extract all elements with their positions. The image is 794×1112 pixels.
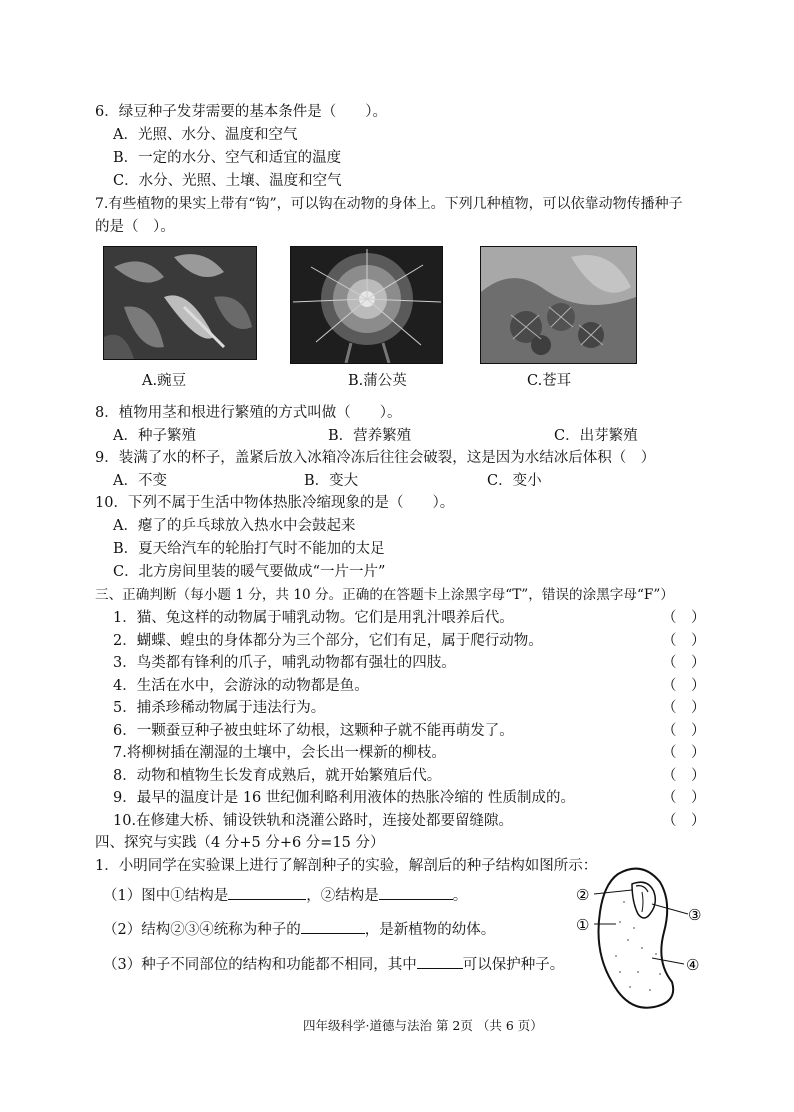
judge-item-9: 9．最早的温度计是 16 世纪伽利略利用液体的热胀冷缩的 性质制成的。 xyxy=(113,790,576,806)
q8-option-b: B．营养繁殖 xyxy=(328,428,412,444)
q8-stem: 8．植物用茎和根进行繁殖的方式叫做（ ）。 xyxy=(95,405,402,421)
sub1-text-a: （1）图中①结构是 xyxy=(103,888,229,904)
q9-option-b: B．变大 xyxy=(304,473,359,489)
q9-option-c: C．变小 xyxy=(487,473,542,489)
answer-blank-1[interactable] xyxy=(228,885,306,900)
cocklebur-photo xyxy=(480,246,637,364)
q10-stem: 10．下列不属于生活中物体热胀冷缩现象的是（ ）。 xyxy=(95,495,455,511)
seed-structure-diagram xyxy=(572,862,712,1012)
judge-item-6: 6．一颗蚕豆种子被虫蛀坏了幼根，这颗种子就不能再萌发了。 xyxy=(113,723,514,739)
pea-photo xyxy=(103,246,257,360)
caption-dandelion: B.蒲公英 xyxy=(348,373,407,389)
judge-paren-6: （ ） xyxy=(662,723,706,739)
section4-heading: 四、探究与实践（4 分+5 分+6 分=15 分） xyxy=(95,835,385,851)
label-3: ③ xyxy=(688,906,702,924)
judge-item-4: 4．生活在水中，会游泳的动物都是鱼。 xyxy=(113,678,369,694)
judge-paren-8: （ ） xyxy=(662,768,706,784)
judge-paren-4: （ ） xyxy=(662,678,706,694)
q10-option-c: C．北方房间里装的暖气要做成“一片一片” xyxy=(113,564,386,580)
label-1: ① xyxy=(576,916,590,934)
judge-item-10: 10.在修建大桥、铺设铁轨和浇灌公路时，连接处都要留缝隙。 xyxy=(113,813,514,829)
q8-option-a: A．种子繁殖 xyxy=(113,428,196,444)
sub3-text-a: （3）种子不同部位的结构和功能都不相同，其中 xyxy=(103,957,417,973)
sub3-text-b: 可以保护种子。 xyxy=(462,957,565,973)
sub2-text-a: （2）结构②③④统称为种子的 xyxy=(103,922,301,938)
judge-paren-3: （ ） xyxy=(662,655,706,671)
sub1-text-b: ，②结构是 xyxy=(306,888,379,904)
answer-blank-4[interactable] xyxy=(417,954,463,969)
q7-stem-line1: 7.有些植物的果实上带有“钩”，可以钩在动物的身体上。下列几种植物，可以依靠动物传播种子 xyxy=(95,196,683,212)
judge-paren-5: （ ） xyxy=(662,700,706,716)
q10-option-a: A．瘪了的乒乓球放入热水中会鼓起来 xyxy=(113,518,356,534)
q6-option-a: A．光照、水分、温度和空气 xyxy=(113,127,298,143)
judge-paren-10: （ ） xyxy=(662,813,706,829)
page-footer: 四年级科学·道德与法治 第 2页 （共 6 页） xyxy=(303,1018,543,1033)
section4-sub1 xyxy=(103,885,467,906)
caption-cocklebur: C.苍耳 xyxy=(527,373,572,389)
judge-item-8: 8．动物和植物生长发育成熟后，就开始繁殖后代。 xyxy=(113,768,442,784)
sub1-text-c: 。 xyxy=(452,888,468,904)
q6-option-b: B．一定的水分、空气和适宜的温度 xyxy=(113,150,342,166)
judge-item-5: 5．捕杀珍稀动物属于违法行为。 xyxy=(113,700,326,716)
judge-item-3: 3．鸟类都有锋利的爪子，哺乳动物都有强壮的四肢。 xyxy=(113,655,456,671)
judge-paren-2: （ ） xyxy=(662,633,706,649)
q6-stem: 6．绿豆种子发芽需要的基本条件是（ ）。 xyxy=(95,104,387,120)
q7-stem-line2: 的是（ ）。 xyxy=(95,219,175,235)
judge-item-2: 2．蝴蝶、蝗虫的身体都分为三个部分，它们有足，属于爬行动物。 xyxy=(113,633,543,649)
label-2: ② xyxy=(576,886,590,904)
q9-option-a: A．不变 xyxy=(113,473,167,489)
judge-paren-7: （ ） xyxy=(662,745,706,761)
q10-option-b: B．夏天给汽车的轮胎打气时不能加的太足 xyxy=(113,541,385,557)
judge-item-7: 7.将柳树插在潮湿的土壤中，会长出一棵新的柳枝。 xyxy=(113,745,446,761)
q6-option-c: C．水分、光照、土壤、温度和空气 xyxy=(113,173,342,189)
sub2-text-b: ，是新植物的幼体。 xyxy=(364,922,496,938)
judge-paren-9: （ ） xyxy=(662,790,706,806)
section3-heading: 三、正确判断（每小题 1 分，共 10 分。正确的在答题卡上涂黑字母“T”，错误的涂黑字母“F”） xyxy=(95,587,674,603)
q8-option-c: C．出芽繁殖 xyxy=(554,428,638,444)
caption-pea: A.豌豆 xyxy=(142,373,187,389)
answer-blank-2[interactable] xyxy=(379,885,453,900)
judge-item-1: 1．猫、兔这样的动物属于哺乳动物。它们是用乳汁喂养后代。 xyxy=(113,610,514,626)
dandelion-photo xyxy=(290,246,443,364)
section4-sub3 xyxy=(103,954,564,975)
section4-sub2 xyxy=(103,919,495,940)
section4-q1-stem: 1．小明同学在实验课上进行了解剖种子的实验，解剖后的种子结构如图所示： xyxy=(95,858,598,874)
judge-paren-1: （ ） xyxy=(662,610,706,626)
q9-stem: 9．装满了水的杯子，盖紧后放入冰箱冷冻后往往会破裂，这是因为水结冰后体积（ ） xyxy=(95,450,656,466)
label-4: ④ xyxy=(686,956,700,974)
answer-blank-3[interactable] xyxy=(301,919,365,934)
